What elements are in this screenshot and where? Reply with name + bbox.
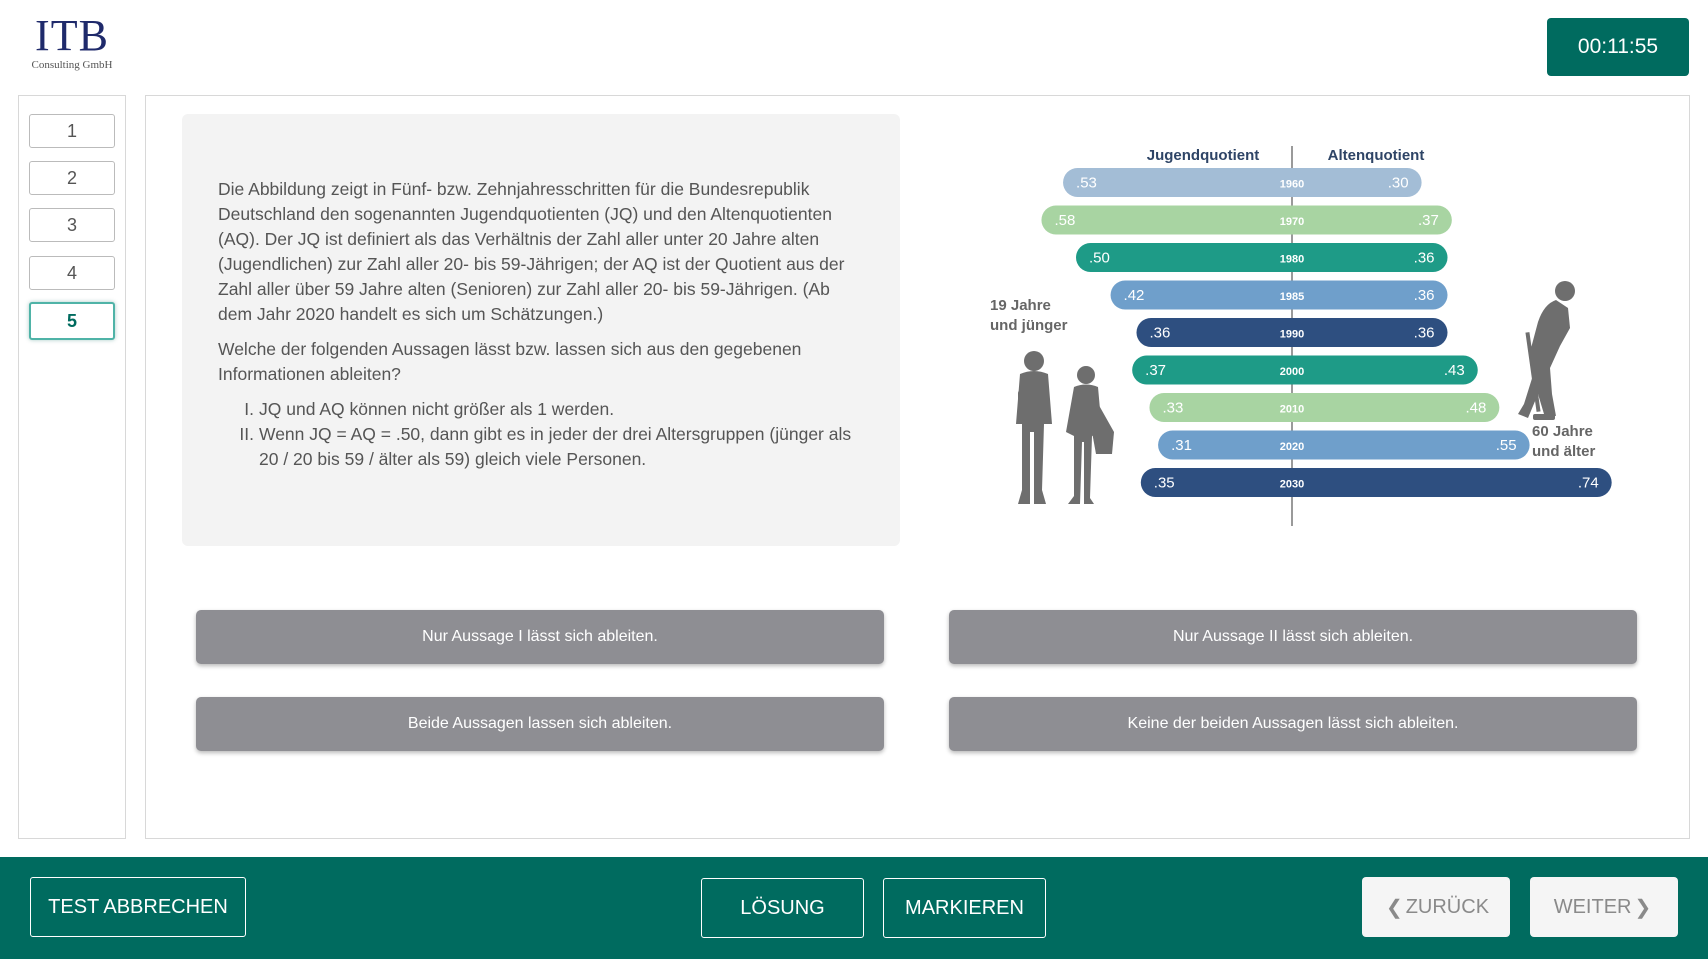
company-logo <box>17 11 127 71</box>
question-4-button[interactable]: 4 <box>29 256 115 290</box>
bar-group <box>1041 168 1611 497</box>
elderly-group-label-line1: 60 Jahre <box>1532 423 1593 440</box>
chevron-right-icon: ❯ <box>1634 896 1652 919</box>
back-button-label: ZURÜCK <box>1405 895 1490 918</box>
aq-label-1985: .36 <box>1413 287 1435 304</box>
young-people-icon <box>1016 351 1114 504</box>
bar-1970 <box>1041 206 1451 235</box>
year-label-2000: 2000 <box>1279 366 1305 378</box>
abort-test-button[interactable]: TEST ABBRECHEN <box>30 877 246 937</box>
answer-option-a[interactable]: Nur Aussage I lässt sich ableiten. <box>196 610 884 664</box>
mark-button[interactable]: MARKIEREN <box>883 878 1046 938</box>
bar-2000 <box>1132 356 1478 385</box>
aq-label-1960: .30 <box>1387 174 1409 192</box>
statement-item <box>244 397 864 422</box>
year-label-2020: 2020 <box>1279 441 1305 453</box>
footer-bar <box>0 857 1708 959</box>
year-label-2030: 2030 <box>1279 478 1305 491</box>
statement-text: JQ und AQ können nicht größer als 1 werden. <box>259 399 615 419</box>
question-1-button[interactable]: 1 <box>29 114 115 148</box>
aq-label-2030: .74 <box>1577 474 1599 492</box>
year-label-1990: 1990 <box>1279 328 1305 341</box>
aq-label-1970: .37 <box>1417 212 1439 229</box>
bar-1980 <box>1076 243 1448 272</box>
year-label-1970: 1970 <box>1279 216 1305 228</box>
answer-option-d[interactable]: Keine der beiden Aussagen lässt sich ableiten. <box>949 697 1637 751</box>
bar-1960 <box>1063 168 1422 197</box>
chevron-left-icon: ❮ <box>1385 896 1403 919</box>
next-button-label: WEITER <box>1553 895 1632 918</box>
bar-2030 <box>1141 468 1612 497</box>
statement-number: II. <box>239 424 254 444</box>
jq-label-1980: .50 <box>1089 249 1110 267</box>
quotient-chart <box>978 132 1638 532</box>
logo-sub-text: Consulting GmbH <box>31 59 113 71</box>
year-label-1985: 1985 <box>1279 291 1305 303</box>
year-label-2010: 2010 <box>1279 403 1305 416</box>
statement-number: I. <box>244 399 254 419</box>
statement-text: Wenn JQ = AQ = .50, dann gibt es in jeder der drei Altersgruppen (jünger als 20 / 20 bis 59 / älter als 59) gleich viele Personen. <box>259 424 852 469</box>
jq-label-2030: .35 <box>1153 474 1175 492</box>
countdown-timer: 00:11:55 <box>1547 18 1689 76</box>
aq-label-1980: .36 <box>1413 249 1435 267</box>
jq-label-2020: .31 <box>1171 437 1192 454</box>
bar-2010 <box>1149 393 1499 422</box>
jq-label-1960: .53 <box>1076 174 1097 192</box>
elderly-person-icon <box>1518 281 1575 420</box>
answer-option-c[interactable]: Beide Aussagen lassen sich ableiten. <box>196 697 884 751</box>
question-paragraph-1: Die Abbildung zeigt in Fünf- bzw. Zehnjahresschritten für die Bundesrepublik Deutschland den sogenannten Jugendquotienten (JQ) und den Altenquotienten (AQ). Der JQ ist definiert als das Verhältnis der Zahl aller unter 20 Jahre alten (Jugendlichen) zur Zahl aller 20- bis 59-Jährigen; der AQ ist der Quotient aus der Zahl aller über 59 Jahre alten (Senioren) zur Zahl aller 20- bis 59-Jährigen. (Ab dem Jahr 2020 handelt es sich um Schätzungen.) <box>218 179 845 324</box>
question-3-button[interactable]: 3 <box>29 208 115 242</box>
question-text-box <box>182 114 900 546</box>
question-paragraph-2: Welche der folgenden Aussagen lässt bzw. lassen sich aus den gegebenen Informationen ableiten? <box>218 339 802 384</box>
back-button[interactable] <box>1362 877 1510 937</box>
aq-label-2010: .48 <box>1465 399 1487 417</box>
young-group-label-line2: und jünger <box>990 317 1068 334</box>
jq-label-2000: .37 <box>1145 362 1167 379</box>
question-5-button[interactable]: 5 <box>29 302 115 340</box>
jq-label-1970: .58 <box>1054 212 1076 229</box>
bar-2020 <box>1158 431 1530 460</box>
next-button[interactable] <box>1530 877 1678 937</box>
statement-list <box>218 397 864 472</box>
jq-label-2010: .33 <box>1162 399 1184 417</box>
year-label-1960: 1960 <box>1279 178 1305 191</box>
answer-option-b[interactable]: Nur Aussage II lässt sich ableiten. <box>949 610 1637 664</box>
jq-label-1990: .36 <box>1149 324 1171 342</box>
young-group-label-line1: 19 Jahre <box>990 297 1051 314</box>
question-2-button[interactable]: 2 <box>29 161 115 195</box>
aq-header: Altenquotient <box>1327 147 1425 164</box>
question-navigation <box>18 95 126 839</box>
statement-item <box>239 422 864 472</box>
jq-header: Jugendquotient <box>1146 147 1260 164</box>
aq-label-2000: .43 <box>1443 362 1465 379</box>
aq-label-1990: .36 <box>1413 324 1435 342</box>
aq-label-2020: .55 <box>1495 437 1517 454</box>
jq-label-1985: .42 <box>1123 287 1145 304</box>
elderly-group-label-line2: und älter <box>1532 443 1596 460</box>
year-label-1980: 1980 <box>1279 253 1305 266</box>
logo-main-text: ITB <box>35 11 109 60</box>
solution-button[interactable]: LÖSUNG <box>701 878 864 938</box>
